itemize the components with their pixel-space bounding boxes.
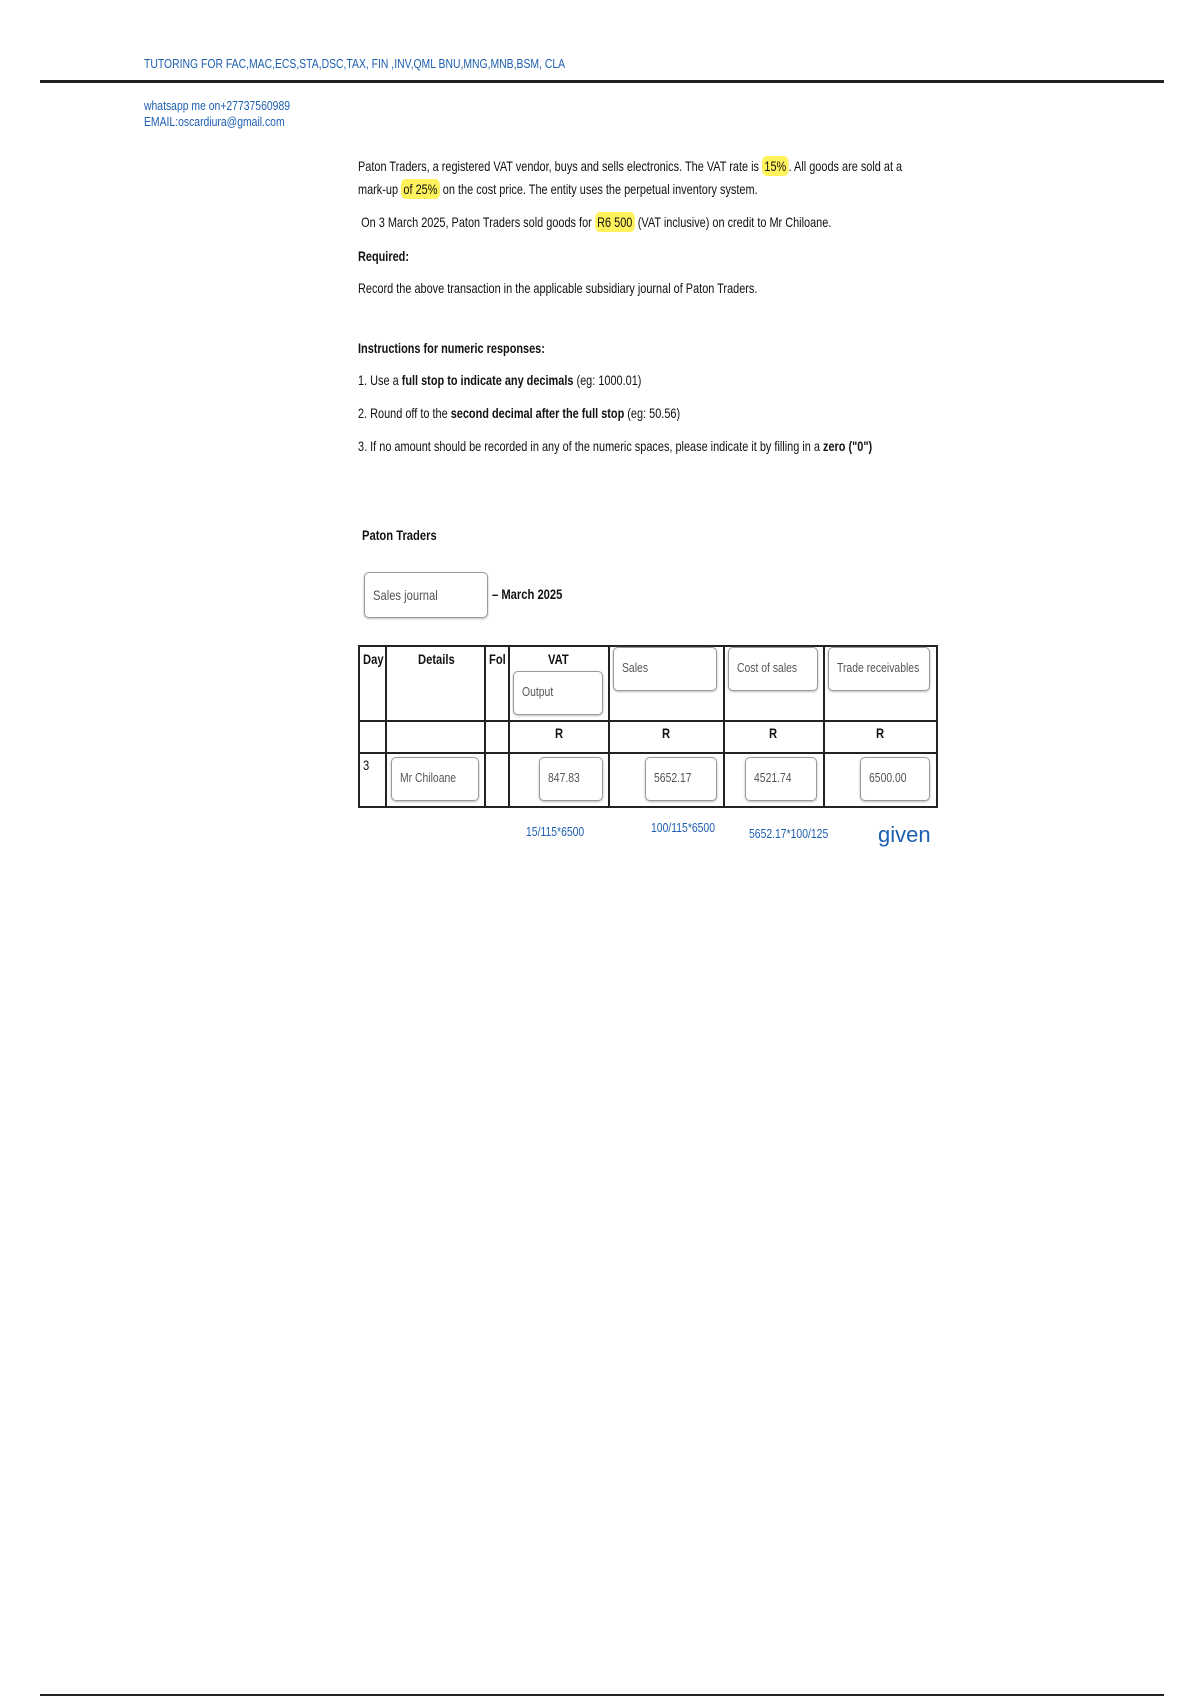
sales-amount-value: 5652.17 (654, 770, 692, 785)
sales-amount-input[interactable] (645, 757, 717, 801)
cost-of-sales-column-label: Cost of sales (737, 660, 798, 675)
trade-receivables-amount-input[interactable] (860, 757, 930, 801)
vat-amount-value: 847.83 (548, 770, 580, 785)
text: On 3 March 2025, Paton Traders sold goods for (361, 214, 595, 230)
instruction-1 (358, 372, 641, 388)
text: . All goods are sold at a (788, 158, 903, 174)
trade-receivables-amount-value: 6500.00 (869, 770, 907, 785)
currency-vat: R (555, 725, 564, 741)
table-border-bottom (358, 806, 938, 808)
journal-type-value: Sales journal (373, 587, 438, 603)
question-line-2 (358, 181, 758, 197)
instruction-2 (358, 405, 680, 421)
text: full stop to indicate any decimals (401, 372, 574, 388)
sales-journal-table (358, 645, 938, 808)
header-vat: VAT (548, 651, 569, 667)
table-rule-1 (358, 720, 938, 722)
details-value: Mr Chiloane (400, 770, 457, 785)
cost-of-sales-amount-value: 4521.74 (754, 770, 792, 785)
highlight-markup: of 25% (401, 179, 440, 199)
cost-of-sales-column-dropdown[interactable] (728, 647, 818, 691)
table-col-line (723, 645, 725, 808)
text: (eg: 1000.01) (573, 372, 642, 388)
text: (eg: 50.56) (624, 405, 681, 421)
vat-type-dropdown[interactable] (513, 671, 603, 715)
whatsapp-contact: whatsapp me on+27737560989 (144, 98, 291, 113)
text: 3. If no amount should be recorded in any of the numeric spaces, please indicate it by filling in a (358, 438, 823, 454)
table-col-line (484, 645, 486, 808)
text: Paton Traders, a registered VAT vendor, buys and sells electronics. The VAT rate is (358, 158, 763, 174)
vat-calc-note: 15/115*6500 (526, 824, 585, 839)
text: second decimal after the full stop (450, 405, 625, 421)
currency-sales: R (662, 725, 671, 741)
table-col-line (936, 645, 938, 808)
text: 1. Use a (358, 372, 402, 388)
cost-of-sales-amount-input[interactable] (745, 757, 817, 801)
row-day: 3 (363, 757, 370, 773)
header-day: Day (363, 651, 384, 667)
header-fol: Fol (489, 651, 506, 667)
question-line-1 (358, 158, 902, 174)
highlight-amount: R6 500 (595, 212, 635, 232)
sales-calc-note: 100/115*6500 (651, 820, 716, 835)
instruction-3 (358, 438, 872, 454)
company-name: Paton Traders (362, 527, 437, 543)
table-col-line (608, 645, 610, 808)
currency-cost-of-sales: R (769, 725, 778, 741)
contact-info (144, 98, 290, 130)
journal-type-dropdown[interactable] (364, 572, 488, 618)
table-col-line (823, 645, 825, 808)
tutoring-header: TUTORING FOR FAC,MAC,ECS,STA,DSC,TAX, FIN ,INV,QML BNU,MNG,MNB,BSM, CLA (144, 56, 566, 71)
journal-month: – March 2025 (492, 586, 563, 602)
text: on the cost price. The entity uses the perpetual inventory system. (439, 181, 758, 197)
header-divider (40, 80, 1164, 83)
required-label: Required: (358, 248, 409, 264)
trade-receivables-column-label: Trade receivables (837, 660, 920, 675)
given-note: given (878, 822, 931, 847)
text: 2. Round off to the (358, 405, 451, 421)
text: zero ("0") (822, 438, 873, 454)
trade-receivables-column-dropdown[interactable] (828, 647, 930, 691)
table-col-line (385, 645, 387, 808)
text: mark-up (358, 181, 402, 197)
sales-column-dropdown[interactable] (613, 647, 717, 691)
required-text: Record the above transaction in the applicable subsidiary journal of Paton Traders. (358, 280, 758, 296)
email-contact: EMAIL:oscardiura@gmail.com (144, 114, 285, 129)
vat-amount-input[interactable] (539, 757, 603, 801)
instructions-label: Instructions for numeric responses: (358, 340, 545, 356)
table-col-line (358, 645, 360, 808)
highlight-vat-rate: 15% (762, 156, 789, 176)
currency-trade-receivables: R (876, 725, 885, 741)
question-line-3 (361, 214, 831, 230)
details-input[interactable] (391, 757, 479, 801)
sales-column-label: Sales (622, 660, 649, 675)
cost-of-sales-calc-note: 5652.17*100/125 (749, 826, 829, 841)
text: (VAT inclusive) on credit to Mr Chiloane. (634, 214, 832, 230)
vat-type-value: Output (522, 684, 554, 699)
footer-divider (40, 1694, 1164, 1696)
table-col-line (508, 645, 510, 808)
table-rule-2 (358, 752, 938, 754)
header-details: Details (418, 651, 455, 667)
